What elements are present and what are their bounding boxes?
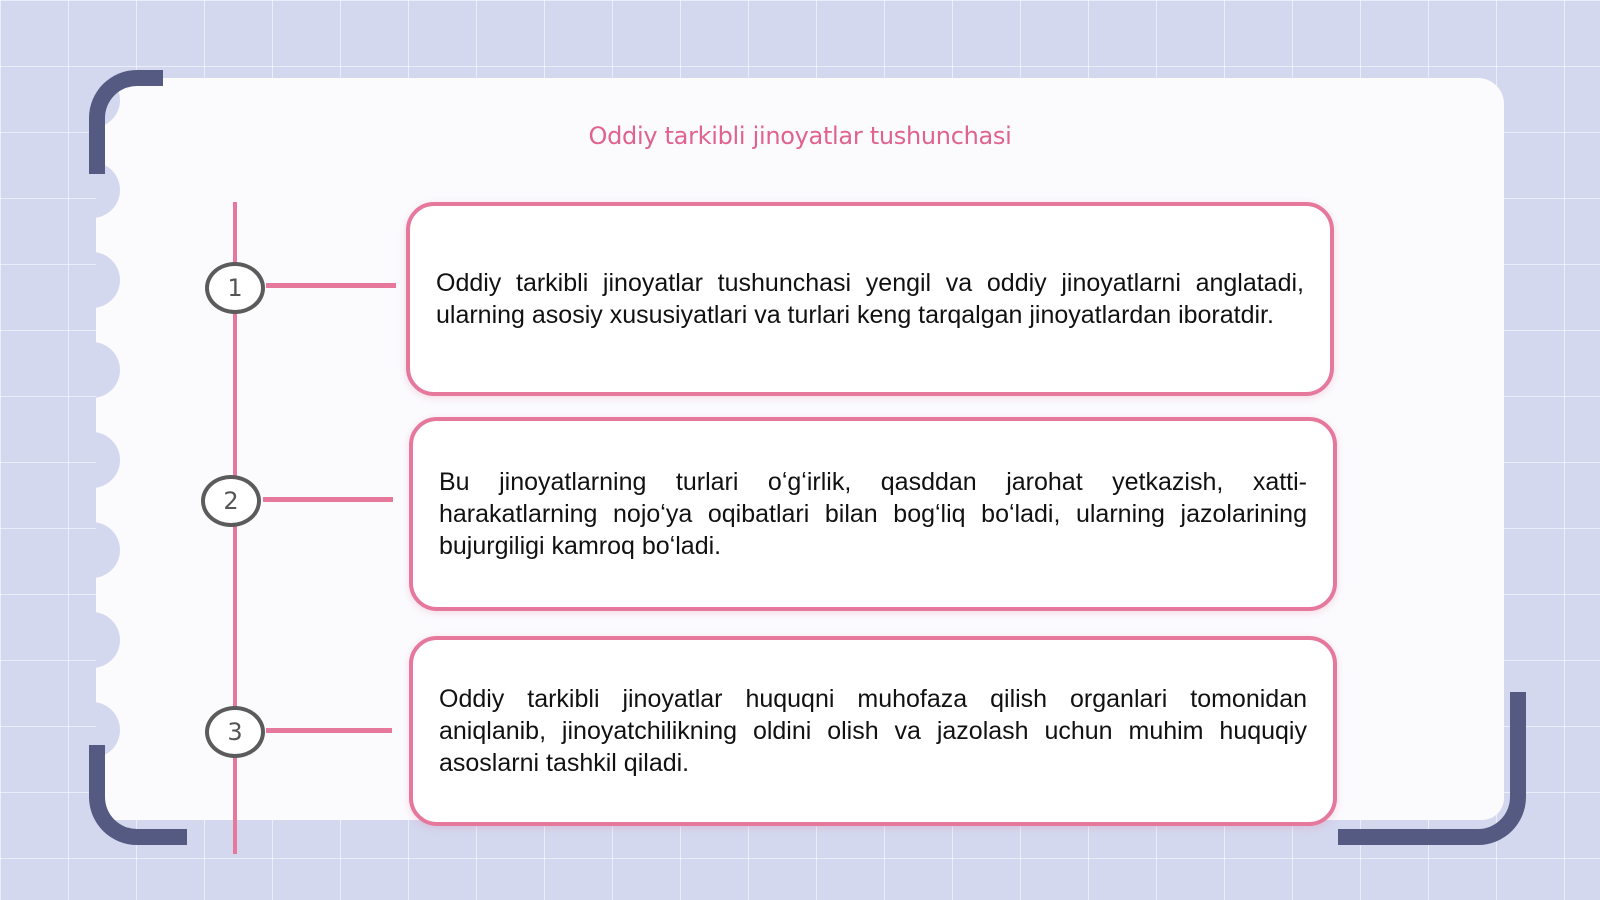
timeline-connector-3: [266, 728, 392, 733]
timeline-connector-2: [263, 497, 393, 502]
step-number-3: 3: [205, 706, 265, 758]
info-card-text-3: Oddiy tarkibli jinoyatlar huquqni muhofaza qilish organlari tomonidan aniqlanib, jinoyatchilikning oldini olish va jazolash uchun muhim huquqiy asoslarni tashkil qiladi.: [439, 685, 1307, 777]
info-card-text-1: Oddiy tarkibli jinoyatlar tushunchasi yengil va oddiy jinoyatlarni anglatadi, ularning asosiy xususiyatlari va turlari keng tarqalgan jinoyatlardan iboratdir.: [436, 269, 1304, 329]
step-number-1: 1: [205, 262, 265, 314]
corner-bracket-bottom-right: [1338, 692, 1526, 845]
paper-scallop-edge: [96, 78, 136, 820]
info-card-3: [409, 636, 1337, 826]
timeline-connector-1: [266, 283, 396, 288]
info-card-1: [406, 202, 1334, 396]
info-card-2: [409, 417, 1337, 611]
info-card-text-2: Bu jinoyatlarning turlari oʻgʻirlik, qasddan jarohat yetkazish, xatti-harakatlarning nojoʻya oqibatlari bilan bogʻliq boʻladi, ularning jazolarining bujurgiligi kamroq boʻladi.: [439, 468, 1307, 560]
step-number-2: 2: [201, 475, 261, 527]
corner-bracket-bottom-left: [89, 745, 187, 845]
slide-title: Oddiy tarkibli jinoyatlar tushunchasi: [588, 122, 1012, 150]
